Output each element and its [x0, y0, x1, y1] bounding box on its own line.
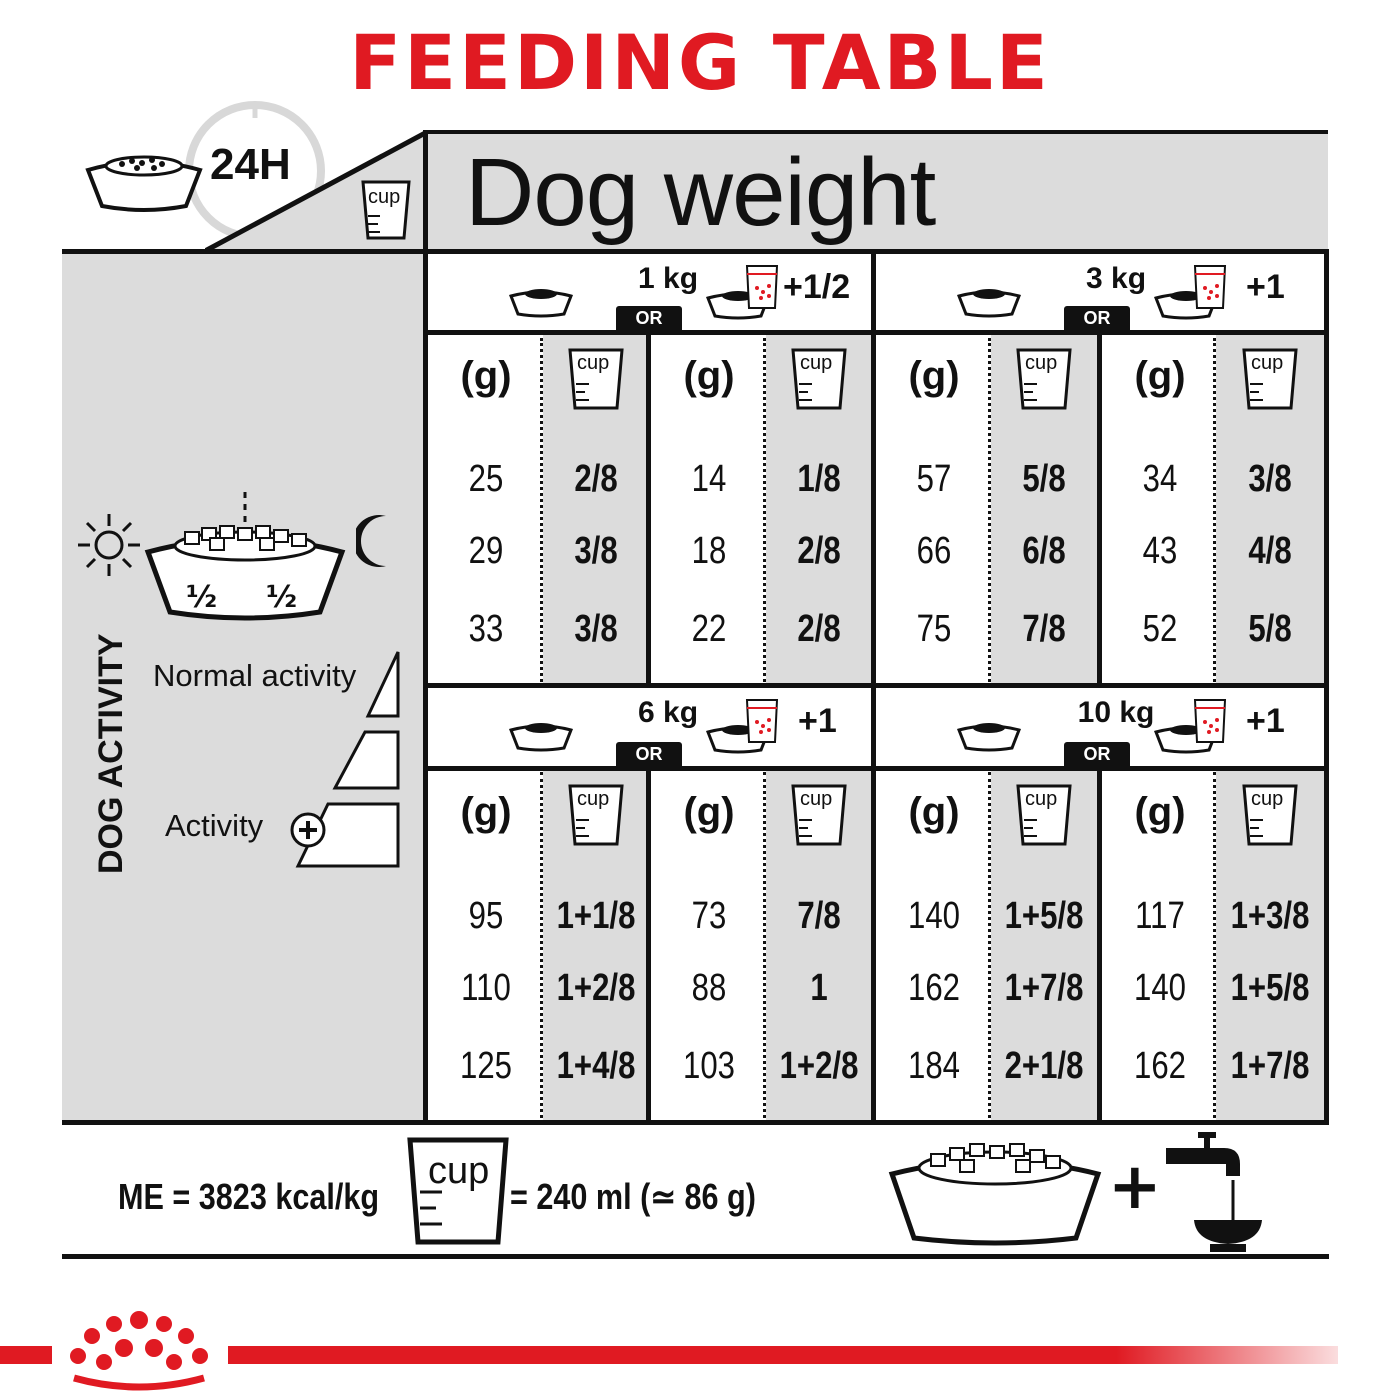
- grams-cell: 140: [1134, 967, 1186, 1009]
- wet-addition-label: +1/2: [783, 268, 851, 306]
- grams-cell: 73: [691, 895, 727, 937]
- activity-scale-icon: [290, 648, 405, 873]
- half-right-label: ½: [266, 580, 298, 615]
- food-bowl-icon: [886, 1134, 1104, 1246]
- grams-cell: 33: [468, 608, 504, 650]
- measuring-cup-icon: [406, 1136, 510, 1252]
- cups-cell: 3/8: [574, 608, 618, 650]
- measuring-cup-icon: [1015, 346, 1073, 412]
- weight-label: 10 kg: [1077, 696, 1155, 729]
- water-tap-icon: [1164, 1130, 1268, 1254]
- energy-value: ME = 3823 kcal/kg: [118, 1176, 380, 1217]
- grams-cell: 95: [468, 895, 504, 937]
- food-bowl-icon: [508, 284, 574, 318]
- grams-header: (g): [908, 790, 960, 834]
- royal-canin-crown-logo: [64, 1310, 214, 1392]
- food-bowl-icon: [82, 148, 207, 214]
- cups-cell: 7/8: [797, 895, 841, 937]
- activity-label: Activity: [165, 808, 264, 843]
- grams-cell: 117: [1135, 895, 1185, 937]
- grams-cell: 88: [691, 967, 727, 1009]
- grid-line: [1097, 766, 1102, 1123]
- grams-cell: 110: [461, 967, 511, 1009]
- cups-cell: 6/8: [1022, 530, 1066, 572]
- normal-activity-label: Normal activity: [153, 658, 357, 693]
- measuring-cup-icon: [790, 346, 848, 412]
- cups-cell: 1+2/8: [556, 967, 636, 1009]
- grams-header: (g): [1134, 790, 1186, 834]
- cups-cell: 1+7/8: [1004, 967, 1084, 1009]
- page-title: FEEDING TABLE: [349, 18, 1051, 107]
- cups-cell: 1+2/8: [779, 1045, 859, 1087]
- cups-cell: 1/8: [797, 458, 841, 500]
- grams-cell: 75: [916, 608, 952, 650]
- cup-label: cup: [1251, 352, 1284, 374]
- grid-line: [646, 330, 651, 685]
- or-badge: OR: [616, 306, 682, 330]
- measuring-cup-icon: [567, 782, 625, 848]
- wet-pouch-icon: [1191, 696, 1229, 746]
- grams-header: (g): [1134, 354, 1186, 398]
- measuring-cup-icon: [1015, 782, 1073, 848]
- cups-cell: 5/8: [1022, 458, 1066, 500]
- food-bowl-icon: [956, 284, 1022, 318]
- grid-line: [62, 1120, 1329, 1125]
- weight-label: 3 kg: [1085, 262, 1147, 295]
- or-badge: OR: [1064, 742, 1130, 766]
- grams-cell: 184: [908, 1045, 960, 1087]
- weight-label: 1 kg: [637, 262, 699, 295]
- grams-cell: 34: [1142, 458, 1178, 500]
- cup-big-label: cup: [428, 1150, 490, 1192]
- cups-cell: 2/8: [797, 530, 841, 572]
- food-bowl-icon: [508, 718, 574, 752]
- plus-sign: +: [1108, 1150, 1162, 1224]
- dog-weight-label: Dog weight: [465, 139, 936, 246]
- cups-cell: 1+4/8: [556, 1045, 636, 1087]
- grid-line: [423, 330, 1329, 335]
- grams-cell: 52: [1142, 608, 1178, 650]
- wet-addition-label: +1: [1246, 268, 1285, 306]
- half-left-label: ½: [186, 580, 218, 615]
- grams-header: (g): [460, 354, 512, 398]
- cups-cell: 1: [810, 967, 828, 1009]
- grams-cell: 29: [468, 530, 504, 572]
- weight-label: 6 kg: [637, 696, 699, 729]
- grams-cell: 57: [916, 458, 952, 500]
- or-badge: OR: [616, 742, 682, 766]
- cups-cell: 1+5/8: [1004, 895, 1084, 937]
- cup-label: cup: [577, 788, 610, 810]
- panel-top-rule: [62, 249, 428, 254]
- moon-icon: [356, 514, 396, 568]
- clock-label: 24H: [210, 140, 291, 189]
- cup-label: cup: [1251, 788, 1284, 810]
- wet-pouch-icon: [743, 696, 781, 746]
- grid-line: [1097, 330, 1102, 685]
- cup-equivalence: = 240 ml (≃ 86 g): [510, 1176, 756, 1217]
- or-badge: OR: [1064, 306, 1130, 330]
- food-bowl-icon: [140, 490, 350, 625]
- cup-label: cup: [368, 186, 401, 208]
- grams-header: (g): [460, 790, 512, 834]
- sun-icon: [76, 512, 142, 578]
- cups-cell: 1+5/8: [1230, 967, 1310, 1009]
- cups-cell: 4/8: [1248, 530, 1292, 572]
- wet-pouch-icon: [743, 262, 781, 312]
- measuring-cup-icon: [1241, 782, 1299, 848]
- wet-pouch-icon: [1191, 262, 1229, 312]
- cups-cell: 1+7/8: [1230, 1045, 1310, 1087]
- dog-activity-label: DOG ACTIVITY: [92, 633, 130, 874]
- cups-cell: 2+1/8: [1004, 1045, 1084, 1087]
- cup-label: cup: [1025, 352, 1058, 374]
- cup-label: cup: [800, 352, 833, 374]
- cups-cell: 5/8: [1248, 608, 1292, 650]
- grams-cell: 18: [691, 530, 727, 572]
- cups-cell: 2/8: [574, 458, 618, 500]
- grams-cell: 125: [460, 1045, 512, 1087]
- food-bowl-icon: [956, 718, 1022, 752]
- cup-label: cup: [1025, 788, 1058, 810]
- wet-addition-label: +1: [1246, 702, 1285, 740]
- grams-cell: 43: [1142, 530, 1178, 572]
- grams-header: (g): [683, 354, 735, 398]
- measuring-cup-icon: [360, 178, 412, 246]
- grams-cell: 14: [691, 458, 727, 500]
- measuring-cup-icon: [567, 346, 625, 412]
- footer-rule: [62, 1254, 1329, 1259]
- cup-label: cup: [800, 788, 833, 810]
- wet-addition-label: +1: [798, 702, 837, 740]
- grams-header: (g): [683, 790, 735, 834]
- cups-cell: 3/8: [574, 530, 618, 572]
- measuring-cup-icon: [790, 782, 848, 848]
- cups-cell: 1+1/8: [556, 895, 636, 937]
- grams-cell: 140: [908, 895, 960, 937]
- brand-bar-right: [228, 1346, 1338, 1364]
- cup-label: cup: [577, 352, 610, 374]
- cups-cell: 7/8: [1022, 608, 1066, 650]
- measuring-cup-icon: [1241, 346, 1299, 412]
- brand-bar-left: [0, 1346, 52, 1364]
- grid-line: [646, 766, 651, 1123]
- grid-line: [423, 766, 1329, 771]
- grams-cell: 103: [683, 1045, 735, 1087]
- grams-cell: 66: [916, 530, 952, 572]
- cups-cell: 3/8: [1248, 458, 1292, 500]
- grams-cell: 22: [691, 608, 727, 650]
- grams-cell: 162: [908, 967, 960, 1009]
- grams-cell: 25: [468, 458, 504, 500]
- grams-cell: 162: [1134, 1045, 1186, 1087]
- grams-header: (g): [908, 354, 960, 398]
- cups-cell: 2/8: [797, 608, 841, 650]
- cups-cell: 1+3/8: [1230, 895, 1310, 937]
